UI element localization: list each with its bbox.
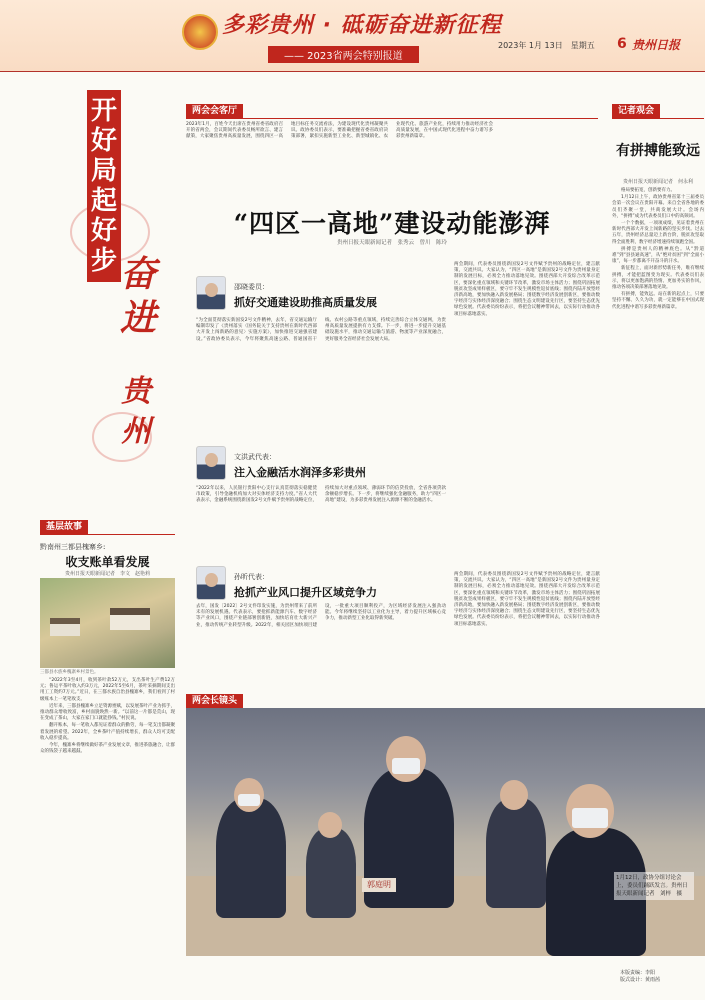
meeting-photo xyxy=(186,708,705,956)
person-figure xyxy=(306,828,356,918)
face-mask xyxy=(392,758,420,774)
party-emblem-icon xyxy=(182,14,218,50)
slogan-calligraphy: 贵州 xyxy=(121,374,151,449)
photo-caption: 1月12日，政协分组讨论会上，委员们踊跃发言。贵州日报天眼新闻记者 刘梓 摄 xyxy=(614,872,694,900)
feature-summary: 两会期间，代表委员围绕新国发2号文件赋予贵州的战略定位，建言献策，交流共识。大家认为，“四区一高地”是新国发2号文件为贵州量身定制的发展目标，必须全力推动落地见效。围绕西部大开发综合改革示范区，要深化重点领域和关键环节改革，激发市场主体活力；围绕巩固拓展脱贫攻坚成果样板区，要守牢不发生规模性返贫底线；围绕内陆开放型经济新高地，要加快融入新发展格局；围绕数字经济发展创新区，要推动数字经济与实体经济深度融合；围绕生态文明建设先行区，要坚持生态优先绿色发展。代表委员纷纷表示，将把会议精神带回去，以实际行动推动各项目标落地落实。 xyxy=(454,262,600,317)
masthead xyxy=(0,0,705,72)
feature-continued: 两会期间，代表委员围绕新国发2号文件赋予贵州的战略定位，建言献策，交流共识。大家认为，“四区一高地”是新国发2号文件为贵州量身定制的发展目标，必须全力推动落地见效。围绕西部大开发综合改革示范区，要深化重点领域和关键环节改革，激发市场主体活力；围绕巩固拓展脱贫攻坚成果样板区，要守牢不发生规模性返贫底线；围绕内陆开放型经济新高地，要加快融入新发展格局；围绕数字经济发展创新区，要推动数字经济与实体经济深度融合；围绕生态文明建设先行区，要坚持生态优先绿色发展。代表委员纷纷表示，将把会议精神带回去，以实际行动推动各项目标落地落实。 xyxy=(454,572,600,627)
person-head xyxy=(318,812,342,838)
page-subtitle: —— 2023省两会特别报道 xyxy=(268,46,419,63)
story-body xyxy=(40,678,175,938)
house-shape xyxy=(110,608,150,630)
paragraph: 近年来，三都县槐寨乡立足资源禀赋，以发展茶叶产业为抓手，推动群众增收致富，乡村面貌焕然一新。“以前这一片都是荒山，现在变成了茶山，大家在家门口就能挣钱。”村民说。 xyxy=(40,703,175,722)
newspaper-logo: 贵州日报 xyxy=(632,38,681,52)
person-figure xyxy=(486,798,546,908)
paragraph: 1月12日上午，政协贵州省第十三届委员会第一次会议在贵阳开幕。来自全省各地的委员们齐聚一堂，共商发展大计。会场内外，“拼搏”成为代表委员们口中的高频词。 xyxy=(612,195,704,219)
editor-line: 本版责编：李阳 xyxy=(620,970,656,976)
feature-intro: 2023年1月，百姓今天出席在贵州省委省政府召开的省两会，会议期间代表委员畅所欲言、建言献策，大家聚焦贵州高质量发展，围绕四区一高地目标任务交流看法，为建设现代化贵州凝聚共识。政协委员们表示，要准确把握省委省政府决策部署，紧扣实施新型工业化、新型城镇化、农业现代化、旅游产业化，持续用力推动经济社会高质量发展，在中国式现代化进程中奋力谱写多彩贵州新篇章。 xyxy=(186,122,493,140)
person-head xyxy=(500,780,528,810)
section-tag-photo: 两会长镜头 xyxy=(186,694,243,708)
paragraph: 一个个数据，一项项成绩，见证着贵州在新时代西部大开发上闯新路的坚实步伐。过去五年，贵州经济总量迈上新台阶，脱贫攻坚取得全面胜利，数字经济增速持续领跑全国。 xyxy=(612,221,704,245)
village-photo xyxy=(40,578,175,668)
paragraph: 翻开账本，每一笔收入都见证着群众的勤劳，每一笔支出都凝聚着发展的希望。2022年，全乡茶叶产值持续增长，群众人均可支配收入稳步提高。 xyxy=(40,723,175,741)
speaker-headline: 注入金融活水润泽多彩贵州 xyxy=(234,466,366,479)
speaker-name: 文洪武代表： xyxy=(234,453,276,461)
section-tag-reporter: 记者观会 xyxy=(612,104,660,118)
section-tag-feature: 两会会客厅 xyxy=(186,104,243,118)
speaker-body: “2022年以来，人民银行贵阳中心支行认真贯彻落实稳健货币政策，引导金融机构加大对实体经济支持力度。”省人大代表表示，金融系统围绕新国发2号文件赋予贵州的战略定位，持续加大对重点领域、薄弱环节的信贷投放，全省各项贷款余额稳步增长。下一步，将继续强化金融服务，助力“四区一高地”建设，为多彩贵州发展注入源源不断的金融活水。 xyxy=(196,486,446,504)
paragraph: 有拼搏，能致远。站在新的起点上，只要坚持不懈、久久为功，就一定能够在中国式现代化进程中谱写多彩贵州新篇章。 xyxy=(612,292,704,310)
face-mask xyxy=(572,808,608,828)
speaker-body: “为全面贯彻落实新国发2号文件精神，去年，省交通运输厅编制印发了《贵州落实〈国务院关于支持贵州在新时代西部大开发上闯新路的意见〉实施方案》，加快推进交通强省建设。”省政协委员表示，今年将聚焦高速公路、普通国省干线、农村公路等重点领域，持续完善综合立体交通网，为贵州高质量发展提供有力支撑。下一步，将进一步提升交通基础设施水平，推动交通运输与旅游、物流等产业深度融合，更好服务全省经济社会发展大局。 xyxy=(196,318,446,342)
speaker-name: 邵晓委员： xyxy=(234,283,269,291)
story-headline: 收支账单看发展 xyxy=(65,555,150,569)
section-tag-grassroots: 基层故事 xyxy=(40,520,88,534)
paragraph: 今年，槐寨乡将继续做好茶产业发展文章，推进茶旅融合，让群众的钱袋子越来越鼓。 xyxy=(40,743,175,755)
paragraph: “2022年3至4月，收到茶叶款52万元，支出茶叶生产费12万元；鲁运平茶叶收入约3万元，2022年5至6月，茶叶采摘期间支出用工工资约7万元。”近日，在三都水族自治县槐寨乡，我们看到了村级账本上一笔笔收支。 xyxy=(40,678,175,702)
commentary-title: 有拼搏能致远 xyxy=(616,143,700,159)
story-byline: 贵州日报天眼新闻记者 李文 赵艳莉 xyxy=(64,571,150,577)
speaker-portrait xyxy=(196,276,226,310)
face-mask xyxy=(238,794,260,806)
editor-credits xyxy=(620,970,700,984)
person-figure xyxy=(216,798,286,918)
divider xyxy=(186,118,598,119)
photo-caption: 三都县水族乡槐寨乡村景色。 xyxy=(40,670,99,675)
speaker-headline: 抢抓产业风口提升区域竞争力 xyxy=(234,586,377,599)
slogan-vertical-text: 开好局起好步 xyxy=(87,90,121,282)
speaker-headline: 抓好交通建设助推高质量发展 xyxy=(234,296,377,309)
page-title: 多彩贵州 · 砥砺奋进新征程 xyxy=(222,13,502,38)
commentary-byline: 贵州日报天眼新闻记者 何永利 xyxy=(622,179,693,185)
paragraph: 新征程上，面对新形势新任务，唯有继续拼搏，才能把蓝图变为现实。代表委员们表示，将以更加饱满的热情、更加务实的作风，推动各项决策部署落地见效。 xyxy=(612,266,704,291)
nameplate: 郭庭明 xyxy=(362,878,396,892)
divider xyxy=(40,534,175,535)
feature-byline: 贵州日报天眼新闻记者 张秀云 曾川 陈玲 xyxy=(336,240,447,246)
house-shape xyxy=(50,618,80,636)
speaker-body: 去年，国发〔2022〕2号文件印发实施，为贵州带来了前所未有的发展机遇。代表表示，要抢抓新能源汽车、数字经济等产业风口，围绕产业链部署创新链，加快培育壮大新兴产业，推动传统产业转型升级。2022年，相关园区加快项目建设，一批重大项目顺利投产，为区域经济发展注入强劲动能。今年将继续坚持以工业化为主导，着力提升区域核心竞争力，推动新型工业化取得新突破。 xyxy=(196,604,446,628)
paragraph: 拼搏是贵州人的精神底色。从“黔道难”到“县县通高速”，从“绝对贫困”到“全面小康”，每一步都离不开奋斗的汗水。 xyxy=(612,246,704,265)
divider xyxy=(612,118,704,119)
speaker-portrait xyxy=(196,566,226,600)
issue-date: 2023年 1月 13日 星期五 xyxy=(498,41,595,50)
page-number: 6 xyxy=(617,36,627,52)
slogan-calligraphy: 奋进 xyxy=(119,253,156,339)
feature-headline: “四区一高地”建设动能澎湃 xyxy=(233,209,551,238)
slogan-banner xyxy=(82,82,156,502)
speaker-portrait xyxy=(196,446,226,480)
paragraph: 格局要拓宽，创新要有力。 xyxy=(621,188,675,193)
designer-line: 版式设计：黄雨茜 xyxy=(620,977,661,983)
speaker-name: 孙昕代表： xyxy=(234,573,269,581)
story-kicker: 黔南州三都县槐寨乡: xyxy=(40,543,106,551)
commentary-body xyxy=(612,188,704,686)
